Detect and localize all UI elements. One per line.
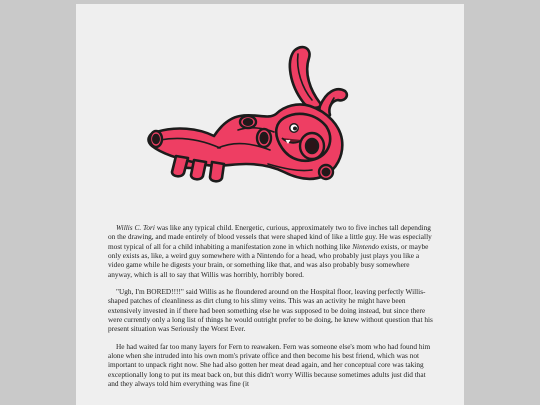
story-paragraph-2: "Ugh, I'm BORED!!!!" said Willis as he floundered around on the Hospital floor, leaving perfectly Willis-shaped patches of cleanliness as dirt clung to his slimy veins. This was an activity he might have been extensively invested in if there had been something else he was supposed to be doing instead, but since there were currently only a long list of things he would outright prefer to be doing, he knew without question that his present situation was Seriously the Worst Ever.	[108, 287, 433, 334]
story-paragraph-1: Willis C. Tori was like any typical child. Energetic, curious, approximately two to five inches tall depending on the drawing, and made entirely of blood vessels that were shaped kind of like a little guy. He was especially most typical of all for a child inhabiting a manifestation zone in which nothing like Nintendo exists, or maybe only exists as, like, a weird guy somewhere with a Nintendo for a head, who probably just plays you like a video game while he digests your brain, or something like that, and was also probably busy somewhere anyway, which is all to say that Willis was horribly, horribly bored.	[108, 223, 432, 279]
leg-vessel-2	[191, 160, 206, 179]
story-paragraph-3: He had waited far too many layers for Fern to reawaken. Fern was someone else's mom who had found him alone when she intruded into his own mom's private office and then become his best friend, which was not important to unpack right now. She had also gotten her meat dead again, and her conceptual core was taking exceptionally long to put its meat back on, but this didn't worry Willis because sometimes adults just did that and they always told him everything was fine (it	[108, 341, 431, 389]
character-name: Willis C. Tori	[116, 223, 155, 232]
tall-ear-vessel	[290, 47, 321, 108]
willis-creature-illustration	[98, 40, 358, 190]
story-text	[108, 223, 434, 397]
nintendo-term: Nintendo	[352, 241, 379, 251]
leg-vessel-3	[210, 162, 224, 181]
leg-vessel-1	[172, 156, 188, 176]
document-page	[76, 4, 464, 405]
